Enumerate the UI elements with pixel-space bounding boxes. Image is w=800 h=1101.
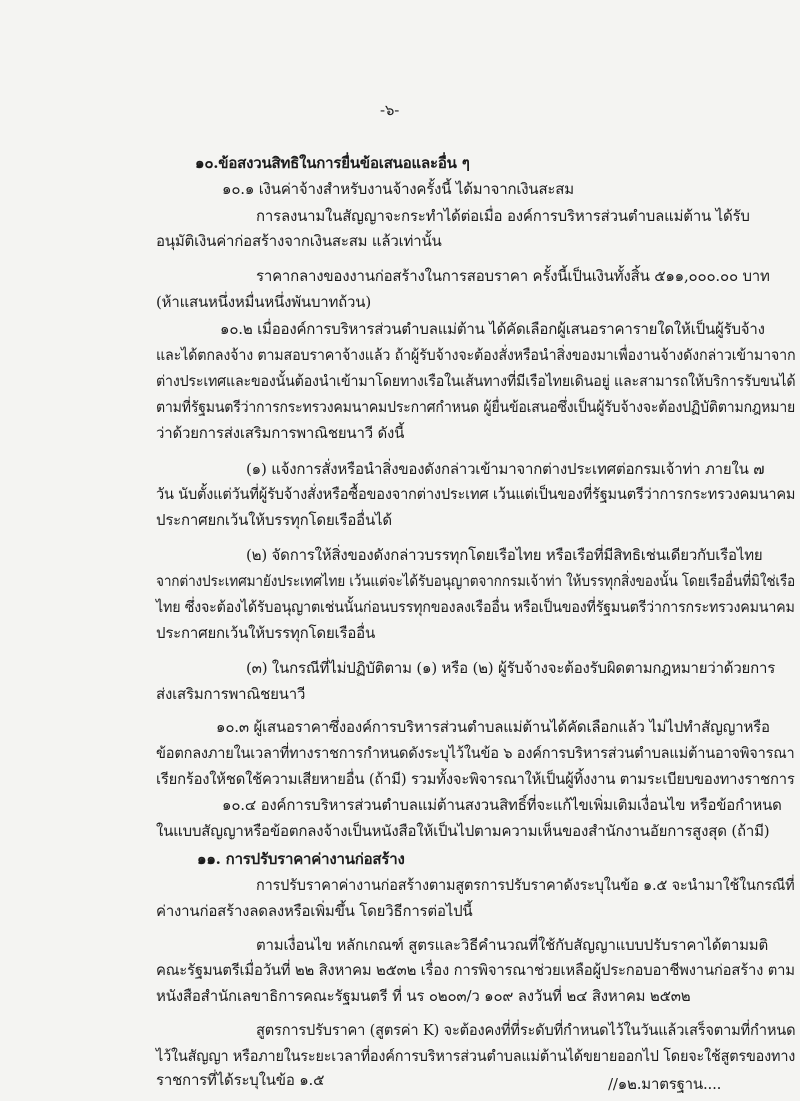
- paragraph-line: การปรับราคาค่างานก่อสร้างตามสูตรการปรับราคาดังระบุในข้อ ๑.๕ จะนำมาใช้ในกรณีที่: [256, 875, 795, 894]
- paragraph-line: ประกาศยกเว้นให้บรรทุกโดยเรืออื่น: [156, 623, 375, 642]
- page-number: -๖-: [380, 101, 400, 119]
- section-11-heading: ๑๑. การปรับราคาค่างานก่อสร้าง: [197, 849, 405, 868]
- paragraph-line: ๑๐.๑ เงินค่าจ้างสำหรับงานจ้างครั้งนี้ ได้มาจากเงินสะสม: [222, 179, 574, 198]
- paragraph-line: ในแบบสัญญาหรือข้อตกลงจ้างเป็นหนังสือให้เป็นไปตามความเห็นของสำนักงานอัยการสูงสุด (ถ้ามี): [156, 822, 770, 841]
- paragraph-line: ต่างประเทศและของนั้นต้องนำเข้ามาโดยทางเรือในเส้นทางที่มีเรือไทยเดินอยู่ และสามารถให้บริการรับขนได้: [156, 371, 796, 390]
- paragraph-line: ๑๐.๔ องค์การบริหารส่วนตำบลแม่ต้านสงวนสิทธิ์ที่จะแก้ไขเพิ่มเติมเงื่อนไข หรือข้อกำหนด: [222, 796, 782, 815]
- paragraph-line: อนุมัติเงินค่าก่อสร้างจากเงินสะสม แล้วเท่านั้น: [156, 232, 442, 251]
- paragraph-line: หนังสือสำนักเลขาธิการคณะรัฐมนตรี ที่ นร ๐๒๐๓/ว ๑๐๙ ลงวันที่ ๒๔ สิงหาคม ๒๕๓๒: [156, 987, 691, 1006]
- paragraph-line: ว่าด้วยการส่งเสริมการพาณิชยนาวี ดังนี้: [156, 423, 405, 442]
- paragraph-line: ส่งเสริมการพาณิชยนาวี: [156, 684, 306, 703]
- paragraph-line: ราคากลางของงานก่อสร้างในการสอบราคา ครั้งนี้เป็นเงินทั้งสิ้น ๕๑๑,๐๐๐.๐๐ บาท: [256, 267, 770, 286]
- paragraph-line: ไว้ในสัญญา หรือภายในระยะเวลาที่องค์การบริหารส่วนตำบลแม่ต้านได้ขยายออกไป โดยจะใช้สูตรของทาง: [156, 1047, 796, 1066]
- section-10-heading: ๑๐.ข้อสงวนสิทธิในการยื่นข้อเสนอและอื่น ๆ: [195, 153, 470, 172]
- paragraph-line: ข้อตกลงภายในเวลาที่ทางราชการกำหนดดังระบุไว้ในข้อ ๖ องค์การบริหารส่วนตำบลแม่ต้านอาจพิจารณา: [156, 744, 795, 763]
- paragraph-line: (๑) แจ้งการสั่งหรือนำสิ่งของดังกล่าวเข้ามาจากต่างประเทศต่อกรมเจ้าท่า ภายใน ๗: [246, 459, 765, 478]
- paragraph-line: ราชการที่ได้ระบุในข้อ ๑.๕: [156, 1071, 325, 1089]
- paragraph-line: ไทย ซึ่งจะต้องได้รับอนุญาตเช่นนั้นก่อนบรรทุกของลงเรืออื่น หรือเป็นของที่รัฐมนตรีว่าการกระทรวงคมนาคม: [156, 597, 795, 616]
- paragraph-line: และได้ตกลงจ้าง ตามสอบราคาจ้างแล้ว ถ้าผู้รับจ้างจะต้องสั่งหรือนำสิ่งของมาเพื่องานจ้างดังกล่าวเข้ามาจาก: [156, 345, 796, 364]
- paragraph-line: การลงนามในสัญญาจะกระทำได้ต่อเมื่อ องค์การบริหารส่วนตำบลแม่ต้าน ได้รับ: [256, 206, 750, 225]
- paragraph-line: ตามเงื่อนไข หลักเกณฑ์ สูตรและวิธีคำนวณที่ใช้กับสัญญาแบบปรับราคาได้ตามมติ: [256, 935, 768, 954]
- paragraph-line: ตามที่รัฐมนตรีว่าการกระทรวงคมนาคมประกาศกำหนด ผู้ยื่นข้อเสนอซึ่งเป็นผู้รับจ้างจะต้องปฏิบัติตามกฎหมาย: [156, 397, 796, 416]
- paragraph-line: ๑๐.๒ เมื่อองค์การบริหารส่วนตำบลแม่ต้าน ได้คัดเลือกผู้เสนอราคารายใดให้เป็นผู้รับจ้าง: [220, 320, 765, 339]
- paragraph-line: จากต่างประเทศมายังประเทศไทย เว้นแต่จะได้รับอนุญาตจากกรมเจ้าท่า ให้บรรทุกสิ่งของนั้น โดยเรืออื่นที่มิใช่เรือ: [156, 572, 796, 591]
- footer-continuation: //๑๒.มาตรฐาน....: [608, 1075, 722, 1093]
- paragraph-line: (ห้าแสนหนึ่งหมื่นหนึ่งพันบาทถ้วน): [156, 293, 371, 312]
- paragraph-line: (๒) จัดการให้สิ่งของดังกล่าวบรรทุกโดยเรือไทย หรือเรือที่มีสิทธิเช่นเดียวกับเรือไทย: [246, 546, 763, 565]
- paragraph-line: ค่างานก่อสร้างลดลงหรือเพิ่มขึ้น โดยวิธีการต่อไปนี้: [156, 901, 473, 920]
- paragraph-line: ๑๐.๓ ผู้เสนอราคาซึ่งองค์การบริหารส่วนตำบลแม่ต้านได้คัดเลือกแล้ว ไม่ไปทำสัญญาหรือ: [216, 718, 770, 737]
- paragraph-line: วัน นับตั้งแต่วันที่ผู้รับจ้างสั่งหรือซื้อของจากต่างประเทศ เว้นแต่เป็นของที่รัฐมนตรีว่าการกระทรวงคมนาคม: [156, 485, 796, 504]
- paragraph-line: คณะรัฐมนตรีเมื่อวันที่ ๒๒ สิงหาคม ๒๕๓๒ เรื่อง การพิจารณาช่วยเหลือผู้ประกอบอาชีพงานก่อสร้าง ตาม: [156, 961, 795, 980]
- paragraph-line: (๓) ในกรณีที่ไม่ปฏิบัติตาม (๑) หรือ (๒) ผู้รับจ้างจะต้องรับผิดตามกฎหมายว่าด้วยการ: [246, 658, 776, 677]
- paragraph-line: สูตรการปรับราคา (สูตรค่า K) จะต้องคงที่ที่ระดับที่กำหนดไว้ในวันแล้วเสร็จตามที่กำหนด: [256, 1021, 796, 1040]
- paragraph-line: ประกาศยกเว้นให้บรรทุกโดยเรืออื่นได้: [156, 511, 392, 530]
- paragraph-line: เรียกร้องให้ชดใช้ความเสียหายอื่น (ถ้ามี) รวมทั้งจะพิจารณาให้เป็นผู้ทิ้งงาน ตามระเบียบของทางราชการ: [156, 770, 795, 789]
